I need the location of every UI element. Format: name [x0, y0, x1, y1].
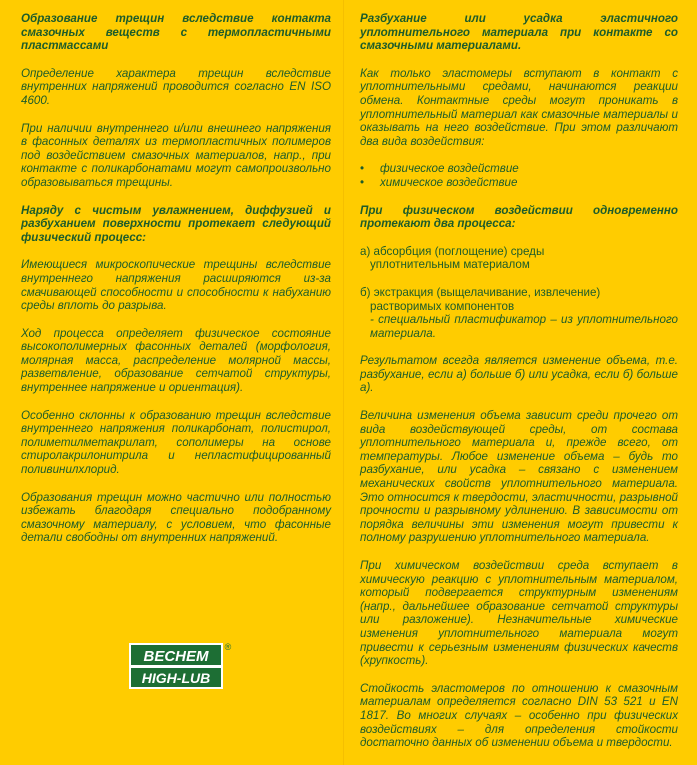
left-column — [21, 12, 331, 559]
right-subheading: При физическом воздействии одновременно протекают два процесса: — [360, 203, 678, 231]
process-b-line-1: б) экстракция (выщелачивание, извлечение) — [360, 285, 601, 299]
bechem-logo — [127, 641, 233, 691]
registered-mark: ® — [224, 642, 232, 652]
left-paragraph-1: Определение характера трещин вследствие внутренних напряжений проводится согласно EN ISO 4600. — [21, 66, 331, 107]
process-a — [360, 245, 678, 272]
logo-line-1: BECHEM — [143, 648, 209, 665]
right-paragraph-4: Величина изменения объема зависит среди прочего от вида воздействующей среды, от состава уплотнительного материала и, прежде всего, от температуры. Любое изменение объема – будь то разбухание, или усадка – связано с изменением механических свойств уплотнительного материала. Это относится к твердости, эластичности, разрывной прочности и разрывному удлинению. В зависимости от порядка величины эти изменения могут привести к полному разрушению уплотнительного материала. — [360, 409, 678, 545]
left-paragraph-7: Образования трещин можно частично или полностью избежать благодаря специально подобранному смазочному материалу, с условием, что фасонные детали свободны от внутренних напряжений. — [21, 490, 331, 545]
process-b-line-2: растворимых компонентов — [370, 299, 515, 313]
logo-line-2: HIGH-LUB — [141, 670, 211, 686]
process-b-line-3: - специальный пластификатор – из уплотнительного материала. — [370, 313, 678, 340]
list-item: • химическое воздействие — [380, 176, 678, 190]
right-paragraph-6: Стойкость эластомеров по отношению к смазочным материалам определяется согласно DIN 53 521 и EN 1817. Во многих случаях – особенно при физических воздействиях – для определения стойкости достаточно данных об изменении объема и твердости. — [360, 681, 678, 750]
right-paragraph-1: Как только эластомеры вступают в контакт с уплотнительными средами, начинаются реакции обмена. Контактные среды могут проникать в уплотнительный материал как смазочные материалы и оказывать на него воздействие. При этом различают два вида воздействия: — [360, 66, 678, 148]
right-paragraph-5: При химическом воздействии среда вступает в химическую реакцию с уплотнительным материалом, который подвергается структурным изменениям (напр., дальнейшее образование сетчатой структуры или разложение). Незначительные химические изменения уплотнительного материала могут привести к серьезным изменениям физических качеств (хрупкость). — [360, 559, 678, 668]
process-a-line-1: а) абсорбция (поглощение) среды — [360, 244, 545, 258]
left-paragraph-5: Ход процесса определяет физическое состояние высокополимерных фасонных деталей (морфология, молярная масса, распределение молярной массы, разветвление, образование сетчатой структуры, внутреннее напряжение и ориентация). — [21, 326, 331, 395]
left-title: Образование трещин вследствие контакта смазочных веществ с термопластичными пластмассами — [21, 12, 331, 53]
bechem-logo-graphic — [127, 641, 233, 691]
left-paragraph-4: Имеющиеся микроскопические трещины вследствие внутреннего напряжения расширяются из-за смачивающей способности и способности к набуханию среды вплоть до разрыва. — [21, 258, 331, 313]
left-subheading: Наряду с чистым увлажнением, диффузией и разбуханием поверхности протекает следующий физический процесс: — [21, 203, 331, 244]
impact-list — [360, 162, 678, 189]
right-title: Разбухание или усадка эластичного уплотнительного материала при контакте со смазочными материалами. — [360, 12, 678, 53]
column-divider — [343, 0, 344, 765]
left-paragraph-2: При наличии внутреннего и/или внешнего напряжения в фасонных деталях из термопластичных полимеров под воздействием смазочных материалов, напр., при контакте с поликарбонатами могут самопроизвольно образовываться трещины. — [21, 121, 331, 189]
left-paragraph-6: Особенно склонны к образованию трещин вследствие внутреннего напряжения поликарбонат, полистирол, полиметилметакрилат, сополимеры на основе стиролакрилонитрила и непластифицированный поливинилхлорид. — [21, 408, 331, 477]
right-column — [360, 12, 678, 764]
process-a-line-2: уплотнительным материалом — [370, 258, 530, 272]
process-b — [360, 286, 678, 340]
right-paragraph-3: Результатом всегда является изменение объема, т.е. разбухание, если а) больше б) или усадка, если б) больше а). — [360, 354, 678, 395]
list-item: • физическое воздействие — [380, 162, 678, 176]
